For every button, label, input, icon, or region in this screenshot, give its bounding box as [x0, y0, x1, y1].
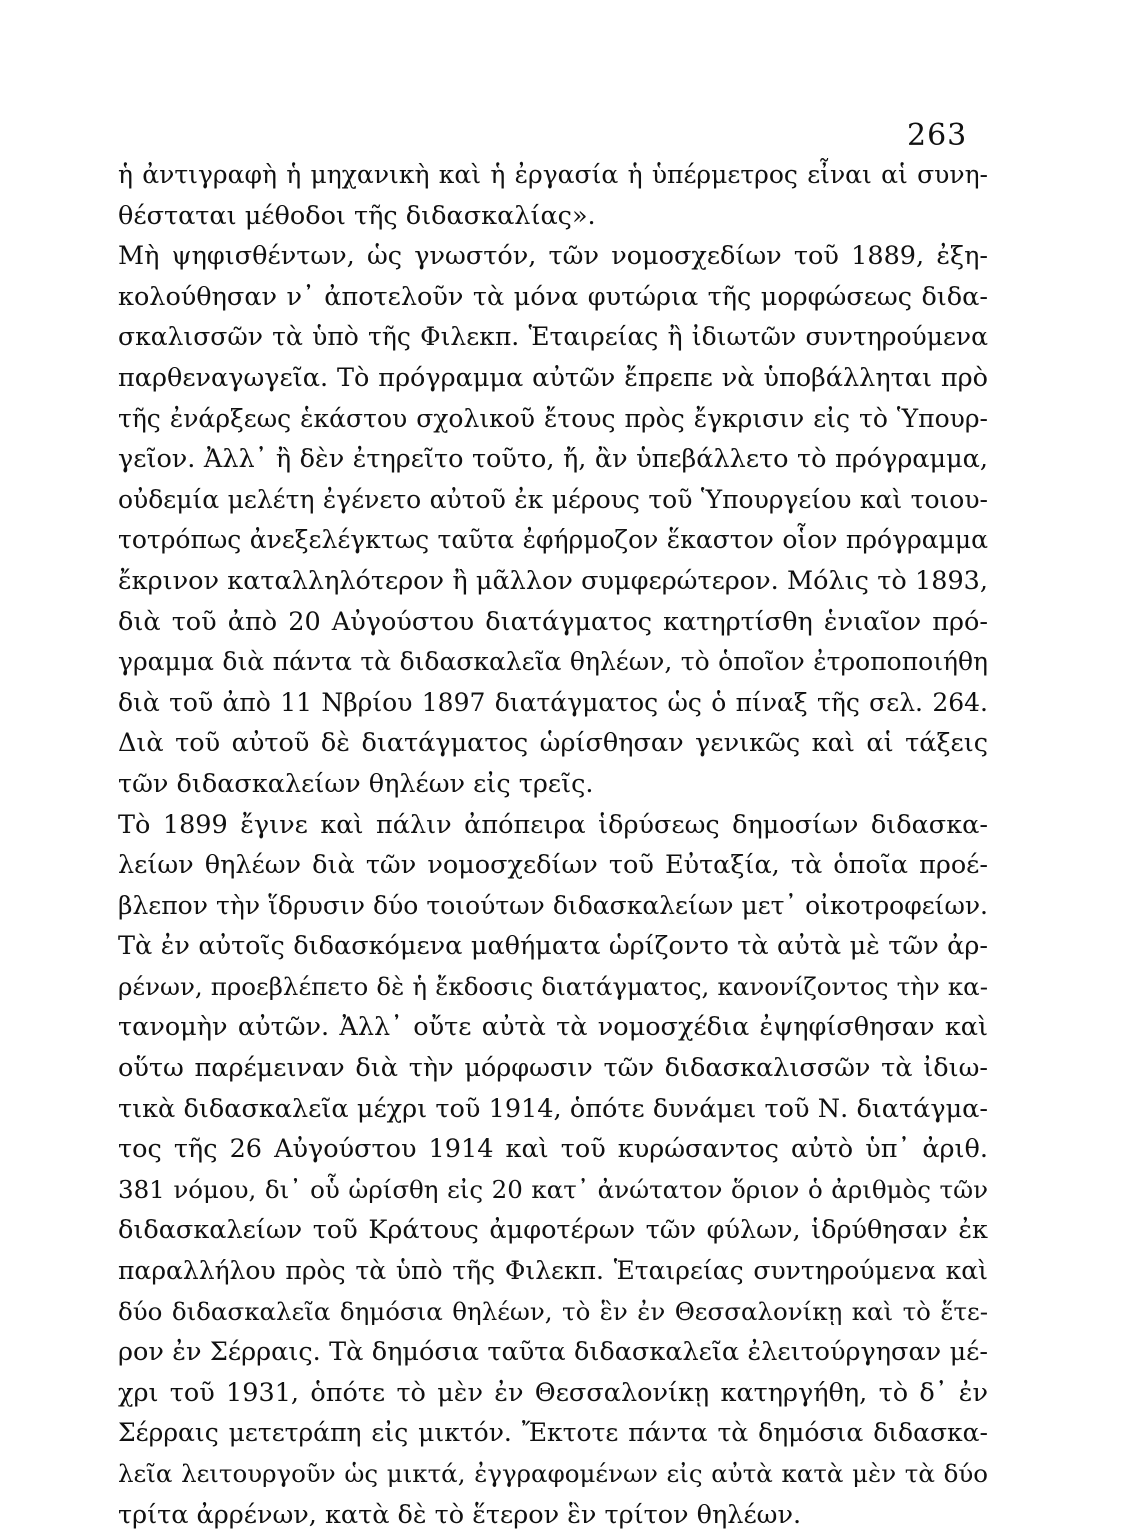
text-line: χρι τοῦ 1931, ὁπότε τὸ μὲν ἐν Θεσσαλονίκῃ κατηργήθη, τὸ δ᾽ ἐν [118, 1377, 988, 1408]
text-line: τικὰ διδασκαλεῖα μέχρι τοῦ 1914, ὁπότε δυνάμει τοῦ Ν. διατάγμα- [118, 1093, 988, 1124]
text-line: λείων θηλέων διὰ τῶν νομοσχεδίων τοῦ Εὐταξία, τὰ ὁποῖα προέ- [118, 850, 988, 881]
text-line: οὕτω παρέμειναν διὰ τὴν μόρφωσιν τῶν διδασκαλισσῶν τὰ ἰδιω- [118, 1053, 988, 1084]
body-text [118, 155, 988, 1535]
text-line: γεῖον. Ἀλλ᾽ ἢ δὲν ἐτηρεῖτο τοῦτο, ἤ, ἂν ὑπεβάλλετο τὸ πρόγραμμα, [118, 444, 988, 475]
text-line: οὐδεμία μελέτη ἐγένετο αὐτοῦ ἐκ μέρους τοῦ Ὑπουργείου καὶ τοιου- [118, 484, 988, 514]
text-line: Τὰ ἐν αὐτοῖς διδασκόμενα μαθήματα ὡρίζοντο τὰ αὐτὰ μὲ τῶν ἀρ- [118, 931, 988, 962]
text-line: γραμμα διὰ πάντα τὰ διδασκαλεῖα θηλέων, τὸ ὁποῖον ἐτροποποιήθη [118, 647, 988, 677]
text-line: Μὴ ψηφισθέντων, ὡς γνωστόν, τῶν νομοσχεδίων τοῦ 1889, ἐξη- [118, 241, 988, 272]
text-line: παρθεναγωγεῖα. Τὸ πρόγραμμα αὐτῶν ἔπρεπε νὰ ὑποβάλληται πρὸ [118, 362, 988, 393]
text-line: διὰ τοῦ ἀπὸ 11 Νβρίου 1897 διατάγματος ὡς ὁ πίναξ τῆς σελ. 264. [118, 687, 988, 717]
text-line: ἔκρινον καταλληλότερον ἢ μᾶλλον συμφερώτερον. Μόλις τὸ 1893, [118, 565, 988, 596]
text-line: θέσταται μέθοδοι τῆς διδασκαλίας». [118, 200, 596, 231]
text-line: τῶν διδασκαλείων θηλέων εἰς τρεῖς. [118, 768, 594, 799]
text-line: τῆς ἐνάρξεως ἑκάστου σχολικοῦ ἔτους πρὸς ἔγκρισιν εἰς τὸ Ὑπουρ- [118, 403, 988, 433]
text-line: τοτρόπως ἀνεξελέγκτως ταῦτα ἐφήρμοζον ἕκαστον οἷον πρόγραμμα [118, 525, 988, 555]
text-line: ρένων, προεβλέπετο δὲ ἡ ἔκδοσις διατάγματος, κανονίζοντος τὴν κα- [118, 971, 988, 1001]
text-line: διδασκαλείων τοῦ Κράτους ἀμφοτέρων τῶν φύλων, ἱδρύθησαν ἐκ [118, 1215, 988, 1246]
text-line: Τὸ 1899 ἔγινε καὶ πάλιν ἀπόπειρα ἱδρύσεως δημοσίων διδασκα- [118, 809, 988, 840]
text-line: δύο διδασκαλεῖα δημόσια θηλέων, τὸ ἓν ἐν Θεσσαλονίκῃ καὶ τὸ ἕτε- [118, 1296, 988, 1326]
text-line: 381 νόμου, δι᾽ οὗ ὡρίσθη εἰς 20 κατ᾽ ἀνώτατον ὅριον ὁ ἀριθμὸς τῶν [118, 1174, 988, 1204]
text-line: σκαλισσῶν τὰ ὑπὸ τῆς Φιλεκπ. Ἑταιρείας ἢ ἰδιωτῶν συντηρούμενα [118, 322, 988, 352]
text-line: ρον ἐν Σέρραις. Τὰ δημόσια ταῦτα διδασκαλεῖα ἐλειτούργησαν μέ- [118, 1337, 988, 1368]
text-line: ἡ ἀντιγραφὴ ἡ μηχανικὴ καὶ ἡ ἐργασία ἡ ὑπέρμετρος εἶναι αἱ συνη- [118, 160, 988, 189]
text-line: βλεπον τὴν ἵδρυσιν δύο τοιούτων διδασκαλείων μετ᾽ οἰκοτροφείων. [118, 890, 988, 920]
text-line: διὰ τοῦ ἀπὸ 20 Αὐγούστου διατάγματος κατηρτίσθη ἑνιαῖον πρό- [118, 606, 988, 637]
text-line: τος τῆς 26 Αὐγούστου 1914 καὶ τοῦ κυρώσαντος αὐτὸ ὑπ᾽ ἀριθ. [118, 1134, 988, 1165]
text-line: τανομὴν αὐτῶν. Ἀλλ᾽ οὔτε αὐτὰ τὰ νομοσχέδια ἐψηφίσθησαν καὶ [118, 1012, 988, 1043]
text-line: τρίτα ἀρρένων, κατὰ δὲ τὸ ἕτερον ἓν τρίτον θηλέων. [118, 1499, 802, 1530]
text-line: Σέρραις μετετράπη εἰς μικτόν. Ἔκτοτε πάντα τὰ δημόσια διδασκα- [118, 1418, 988, 1448]
text-line: κολούθησαν ν᾽ ἀποτελοῦν τὰ μόνα φυτώρια τῆς μορφώσεως διδα- [118, 281, 988, 312]
text-line: παραλλήλου πρὸς τὰ ὑπὸ τῆς Φιλεκπ. Ἑταιρείας συντηρούμενα καὶ [118, 1256, 988, 1286]
text-line: λεῖα λειτουργοῦν ὡς μικτά, ἐγγραφομένων εἰς αὐτὰ κατὰ μὲν τὰ δύο [118, 1459, 988, 1488]
text-line: Διὰ τοῦ αὐτοῦ δὲ διατάγματος ὡρίσθησαν γενικῶς καὶ αἱ τάξεις [118, 728, 988, 759]
page-number: 263 [907, 118, 968, 153]
